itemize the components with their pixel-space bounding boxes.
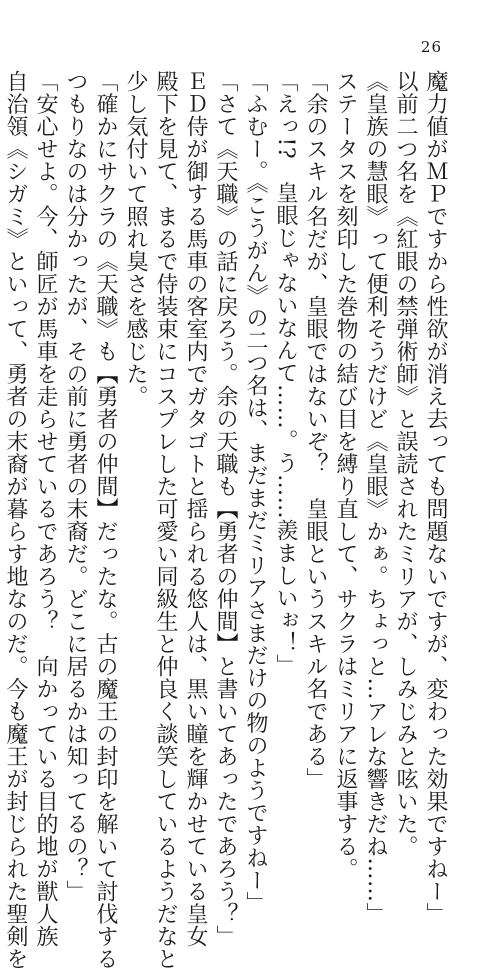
text-line: 以前二つ名を《紅眼の禁弾術師》と誤読されたミリアが、しみじみと呟いた。 [393, 70, 418, 858]
text-line: 魔力値がＭＰですから性欲が消え去っても問題ないですが、変わった効果ですねー」 [423, 70, 448, 925]
page-number: 26 [420, 38, 442, 56]
text-line: 「余のスキル名だが、皇眼ではないぞ？ 皇眼というスキル名である」 [303, 70, 328, 790]
text-line: 殿下を見て、まるで侍装束にコスプレした可愛い同級生と仲良く談笑しているようだなと [153, 70, 178, 970]
text-line: つもりなのは分かったが、その前に勇者の末裔だ。どこに居るかは知ってるの？」 [63, 70, 88, 903]
text-line: 《皇族の慧眼》って便利そうだけど《皇眼》かぁ。ちょっと…アレな響きだね……」 [363, 70, 388, 925]
body-text [3, 70, 450, 970]
text-line: 「安心せよ。今、師匠が馬車を走らせているであろう？ 向かっている目的地が獣人族 [33, 70, 58, 948]
text-line: ＥＤ侍が御する馬車の客室内でガタゴトと揺られる悠人は、黒い瞳を輝かせている皇女 [183, 70, 208, 948]
text-line: 「確かにサクラの《天職》も【勇者の仲間】だったな。古の魔王の封印を解いて討伐する [93, 70, 118, 970]
text-line: 「ふむー。《こうがん》の二つ名は、まだまだミリアさまだけの物のようですねー」 [243, 70, 268, 914]
text-line: 自治領《シガミ》といって、勇者の末裔が暮らす地なのだ。今も魔王が封じられた聖剣を [3, 70, 28, 970]
text-line: 少し気付いて照れ臭さを感じた。 [123, 70, 148, 408]
text-line: 「さて《天職》の話に戻ろう。余の天職も【勇者の仲間】と書いてあったであろう？」 [213, 70, 238, 948]
text-line: 「えっ!? 皇眼じゃないなんて……。う……羨ましいぉ！」 [273, 70, 298, 677]
text-line: ステータスを刻印した巻物の結び目を縛り直して、サクラはミリアに返事する。 [333, 70, 358, 880]
